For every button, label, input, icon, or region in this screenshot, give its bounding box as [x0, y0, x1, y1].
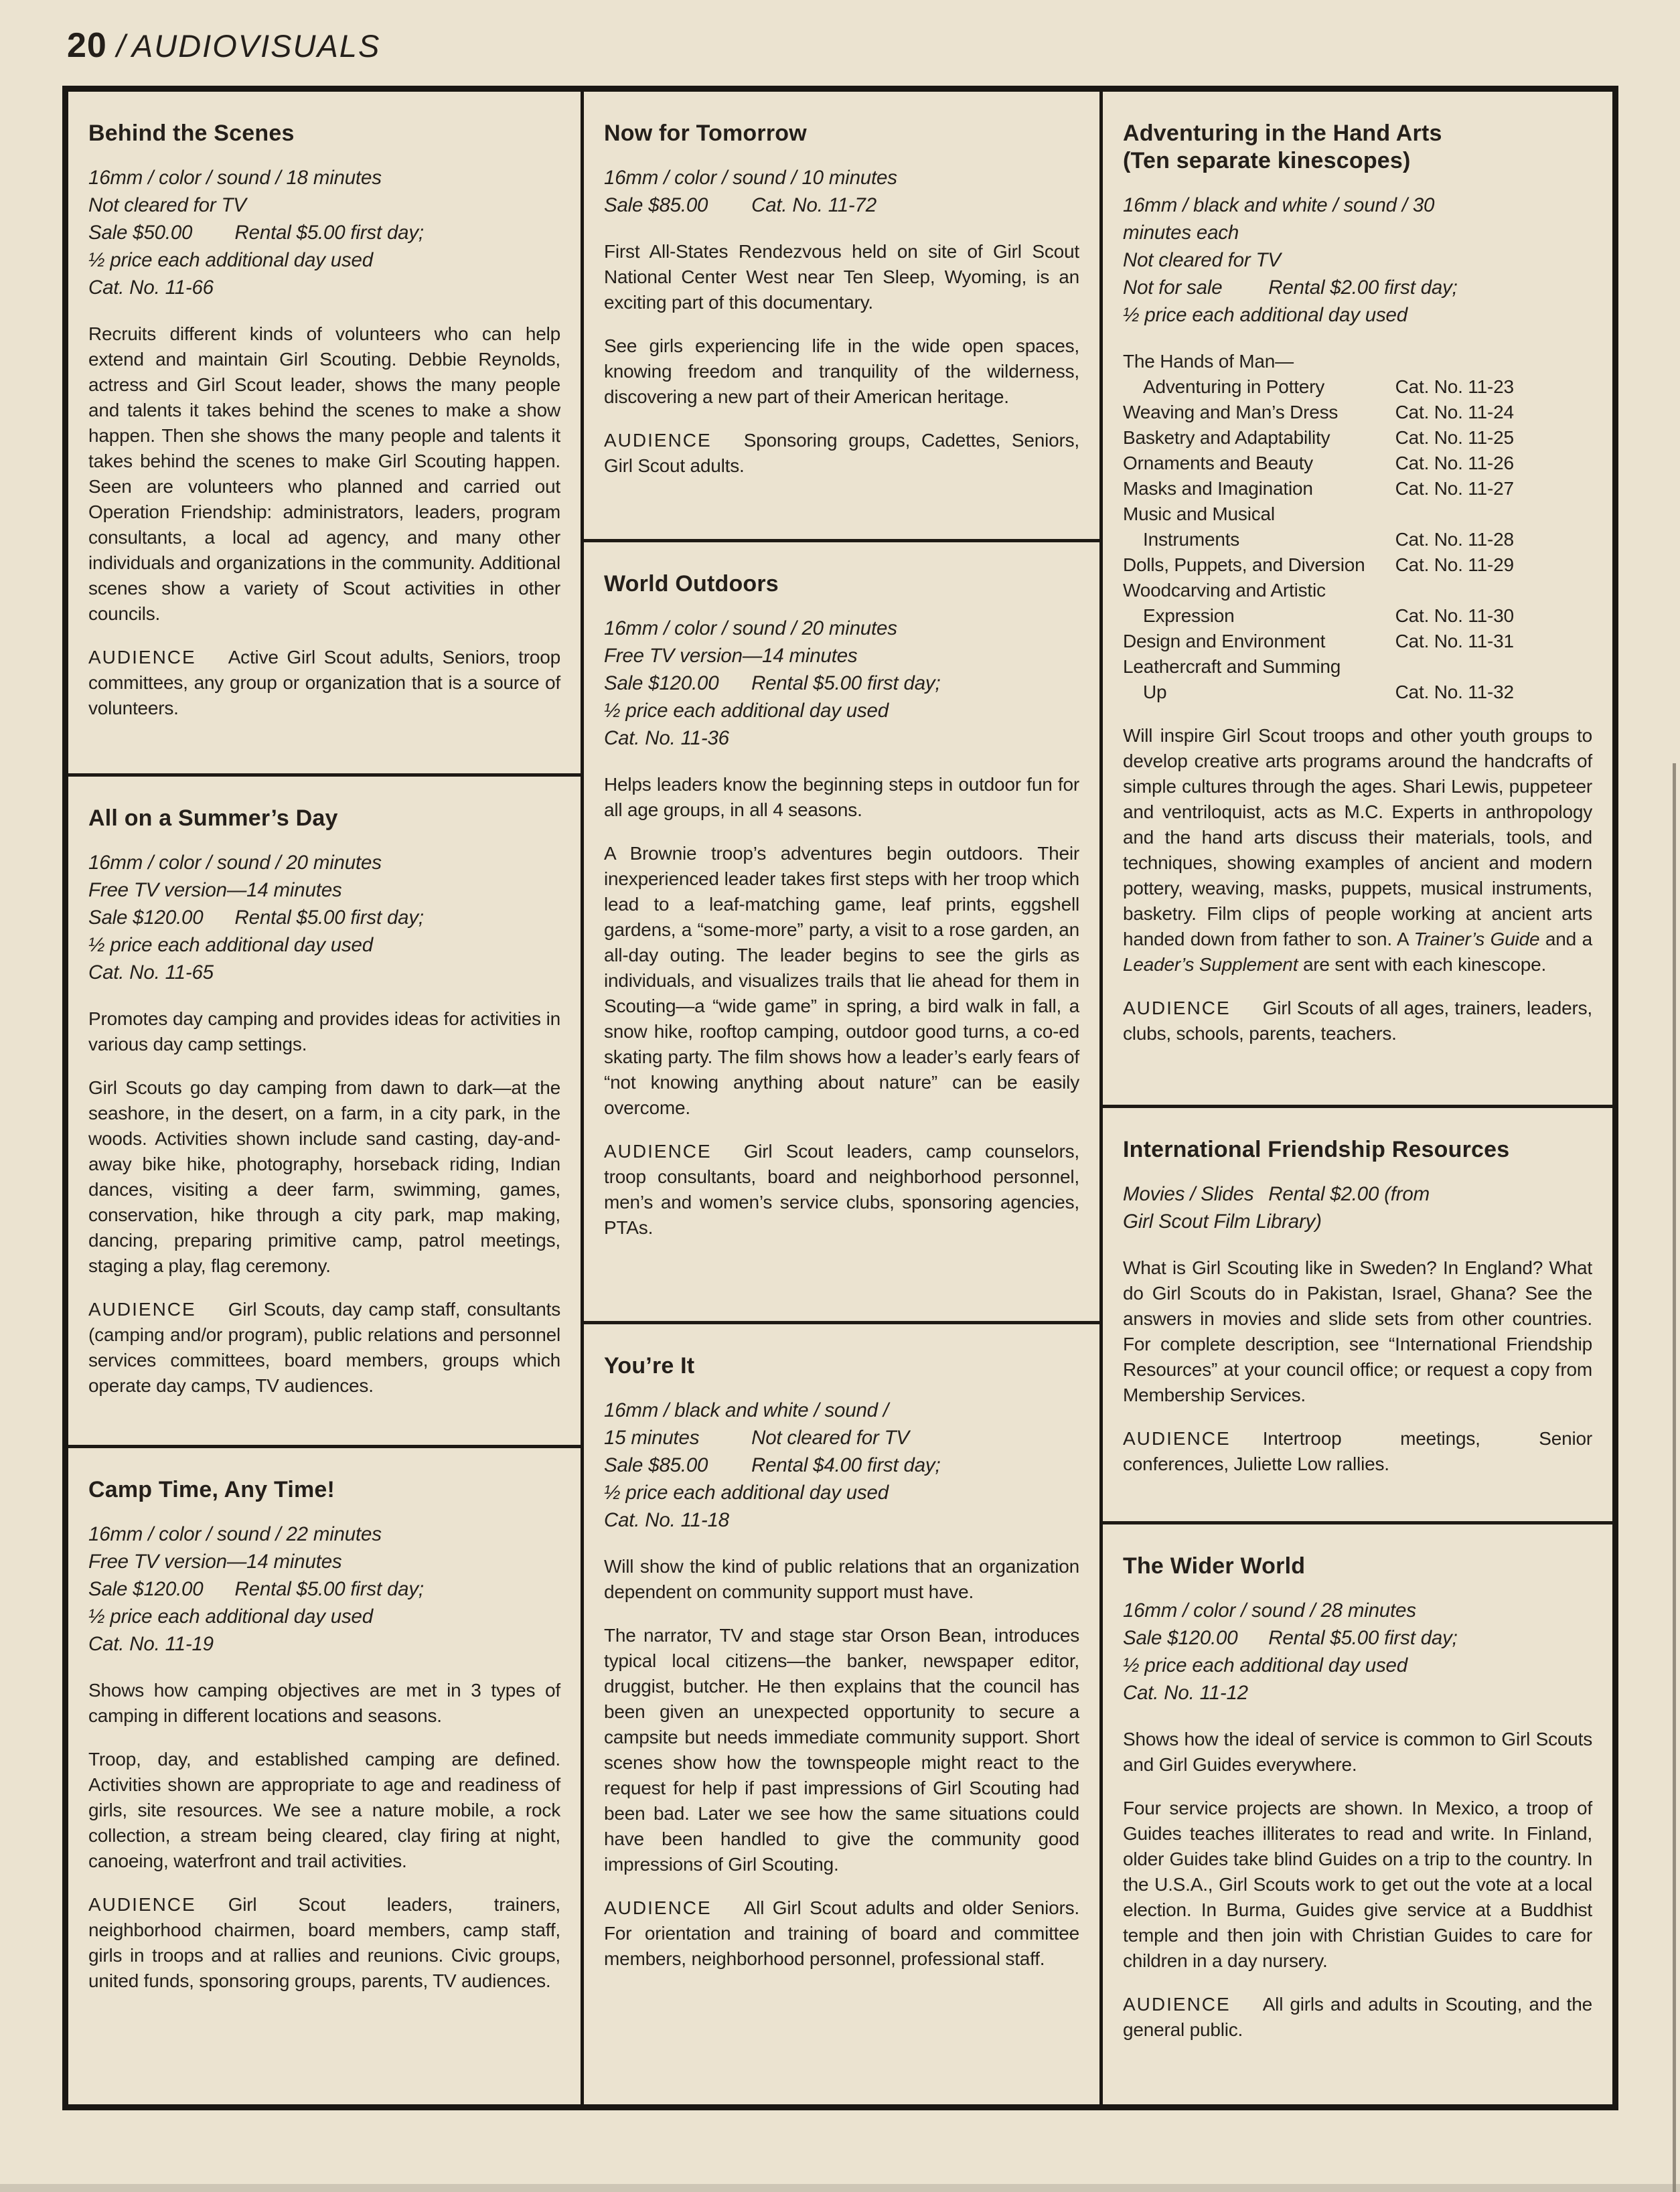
list-item — [1123, 349, 1592, 374]
audience-note — [88, 1892, 560, 1994]
list-item — [1123, 629, 1592, 654]
film-description: Shows how the ideal of service is common to Girl Scouts and Girl Guides everywhere. — [1123, 1729, 1592, 1775]
film-description: A Brownie troop’s adventures begin outdoors. Their inexperienced leader takes first steps with her troop which lead to a leaf-matching game, leaf prints, eggshell gardens, a “some-more” party, a visit to a rose garden, an all-day outing. The leader begins to see the girls as individuals, and visualizes trails that lie ahead for them in Scouting—a “wide game” in spring, a bird walk in fall, a snow hike, rooftop camping, outdoor good turns, a co-ed skating party. The film shows how a leader’s early fears of “not knowing anything about nature” can be easily overcome. — [604, 843, 1079, 1118]
spec-line — [88, 904, 560, 931]
spec-line: ½ price each additional day used — [88, 1606, 373, 1628]
film-specs — [604, 615, 1079, 752]
sale-price: Sale $85.00 — [604, 1454, 708, 1476]
film-title: Camp Time, Any Time! — [88, 1477, 335, 1502]
film-description: Four service projects are shown. In Mexico, a troop of Guides teaches illiterates to read and write. In Finland, older Guides take blind Guides on a trip to the country. In the U.S.A., Girl Scouts work to get out the vote at a local election. In Burma, Guides give service at a Buddhist temple and then join with Christian Guides to care for children in a day nursery. — [1123, 1798, 1592, 1971]
audience-text: Girl Scout leaders, camp counselors, troop consultants, board and neighborhood personnel, men’s and women’s service clubs, sponsoring agencies, PTAs. — [604, 1141, 1079, 1238]
spec-line — [604, 670, 1079, 697]
audience-note — [1123, 1992, 1592, 2043]
film-specs — [604, 1397, 1079, 1534]
audience-note — [88, 1297, 560, 1399]
run-time: 15 minutes — [604, 1427, 700, 1449]
catalog-number: Cat. No. 11-27 — [1395, 478, 1514, 499]
audience-label: AUDIENCE — [604, 430, 712, 451]
film-description — [1123, 723, 1592, 977]
audience-label: AUDIENCE — [604, 1897, 712, 1918]
catalog-number: Cat. No. 11-32 — [1395, 682, 1514, 702]
audience-label: AUDIENCE — [88, 647, 196, 668]
spec-line: ½ price each additional day used — [88, 934, 373, 956]
rental-price: Rental $2.00 first day; — [1268, 277, 1458, 299]
sale-price: Sale $120.00 — [88, 907, 204, 929]
film-title-line-2: (Ten separate kinescopes) — [1123, 148, 1411, 173]
film-title: Behind the Scenes — [88, 121, 295, 146]
sale-price: Sale $120.00 — [1123, 1627, 1238, 1649]
list-item — [1123, 654, 1592, 680]
film-title — [1123, 120, 1592, 175]
kinescope-title: Woodcarving and Artistic — [1123, 580, 1326, 601]
film-listing-behind-the-scenes — [68, 92, 581, 739]
list-item — [1123, 578, 1592, 603]
kinescope-title: Design and Environment — [1123, 631, 1326, 651]
column-2 — [581, 92, 1099, 2104]
catalog-number: Cat. No. 11-29 — [1395, 554, 1514, 575]
spec-line: ½ price each additional day used — [1123, 304, 1407, 326]
catalog-number: Cat. No. 11-66 — [88, 277, 214, 299]
film-listing-all-on-a-summers-day — [68, 773, 581, 1417]
film-title: International Friendship Resources — [1123, 1137, 1510, 1162]
catalog-number: Cat. No. 11-26 — [1395, 453, 1514, 473]
film-description: Shows how camping objectives are met in 3 types of camping in different locations and seasons. — [88, 1680, 560, 1726]
rental-price: Rental $5.00 first day; — [234, 1578, 424, 1600]
film-description: See girls experiencing life in the wide open spaces, knowing freedom and tranquility of the wilderness, discovering a new part of their American heritage. — [604, 335, 1079, 407]
spec-line: 16mm / color / sound / 20 minutes — [88, 852, 382, 874]
audience-label: AUDIENCE — [1123, 998, 1231, 1018]
catalog-number — [1395, 578, 1592, 603]
kinescope-title: Instruments — [1143, 529, 1240, 550]
catalog-number: Cat. No. 11-36 — [604, 727, 729, 749]
audience-text: Active Girl Scout adults, Seniors, troop committees, any group or organization that is a source of volunteers. — [88, 647, 560, 718]
audience-text: Girl Scouts of all ages, trainers, leaders, clubs, schools, parents, teachers. — [1123, 998, 1592, 1044]
spec-line — [1123, 1624, 1592, 1652]
page-header — [67, 25, 380, 66]
kinescope-title: Adventuring in Pottery — [1143, 376, 1325, 397]
kinescope-title: The Hands of Man— — [1123, 351, 1294, 372]
film-title: Now for Tomorrow — [604, 121, 807, 146]
audience-text: All Girl Scout adults and older Seniors. For orientation and training of board and committee members, neighborhood personnel, professional staff. — [604, 1897, 1079, 1969]
spec-line — [1123, 1180, 1592, 1208]
spec-line: Free TV version—14 minutes — [88, 879, 342, 901]
spec-line — [604, 1452, 1079, 1479]
film-listing-youre-it — [584, 1321, 1099, 1990]
audience-note — [1123, 996, 1592, 1046]
film-specs — [88, 849, 560, 986]
film-description: Girl Scouts go day camping from dawn to dark—at the seashore, in the desert, on a farm, in a city park, in the woods. Activities shown include sand casting, day-and-away bike hike, photography, horseback riding, Indian dances, visiting a deer farm, swimming, games, conservation, hike through a city park, map making, dancing, preparing primitive camp, patrol meetings, staging a play, flag ceremony. — [88, 1077, 560, 1276]
film-specs — [604, 164, 1079, 219]
film-title-line-1: Adventuring in the Hand Arts — [1123, 121, 1442, 146]
spec-line: 16mm / black and white / sound / — [604, 1399, 889, 1421]
catalog-number: Cat. No. 11-30 — [1395, 605, 1514, 626]
rental-price: Rental $5.00 first day; — [1268, 1627, 1458, 1649]
list-item — [1123, 603, 1592, 629]
film-title: You’re It — [604, 1353, 695, 1379]
list-item — [1123, 552, 1592, 578]
audience-note — [604, 1895, 1079, 1972]
scan-artifact-bottom-edge — [0, 2184, 1680, 2192]
catalog-number: Cat. No. 11-18 — [604, 1509, 729, 1531]
column-3 — [1099, 92, 1612, 2104]
kinescope-title: Dolls, Puppets, and Diversion — [1123, 554, 1365, 575]
column-1 — [68, 92, 581, 2104]
audience-text: Sponsoring groups, Cadettes, Seniors, Girl Scout adults. — [604, 430, 1079, 476]
catalog-number — [1395, 349, 1592, 374]
film-specs — [1123, 1180, 1592, 1235]
audience-text: Intertroop meetings, Senior conferences, Juliette Low rallies. — [1123, 1428, 1592, 1474]
list-item — [1123, 425, 1592, 451]
kinescope-title: Up — [1143, 682, 1167, 702]
kinescope-title: Weaving and Man’s Dress — [1123, 402, 1339, 422]
kinescope-title: Expression — [1143, 605, 1235, 626]
catalog-number: Cat. No. 11-25 — [1395, 427, 1514, 448]
audience-label: AUDIENCE — [1123, 1428, 1231, 1449]
kinescope-title: Basketry and Adaptability — [1123, 427, 1330, 448]
film-description: Recruits different kinds of volunteers who can help extend and maintain Girl Scouting. Debbie Reynolds, actress and Girl Scout leader, shows the many people and talents it takes behind the scenes to make a show happen. Then she shows the many people and talents it takes behind the scenes to make Girl Scouting happen. Seen are volunteers who planned and carried out Operation Friendship: administrators, leaders, program consultants, a local ad agency, and many other individuals and organizations in the community. Additional scenes show a variety of Scout activities in other councils. — [88, 323, 560, 624]
list-item — [1123, 476, 1592, 501]
film-listing-international-friendship-resources — [1103, 1105, 1612, 1495]
catalog-number: Cat. No. 11-31 — [1395, 631, 1514, 651]
list-item — [1123, 680, 1592, 705]
catalog-number — [1395, 501, 1592, 527]
film-listing-now-for-tomorrow — [584, 92, 1099, 497]
audience-text: Girl Scout leaders, trainers, neighborhood chairmen, board members, camp staff, girls in troops and at rallies and reunions. Civic groups, united funds, sponsoring groups, parents, TV audiences. — [88, 1894, 560, 1991]
catalog-number: Cat. No. 11-19 — [88, 1633, 214, 1655]
spec-line: Not cleared for TV — [1123, 249, 1281, 271]
film-description: Helps leaders know the beginning steps in outdoor fun for all age groups, in all 4 seasons. — [604, 774, 1079, 820]
tv-clearance: Not cleared for TV — [751, 1427, 909, 1449]
audience-label: AUDIENCE — [604, 1141, 712, 1162]
scan-artifact-right-edge — [1673, 763, 1676, 2192]
catalog-number: Cat. No. 11-12 — [1123, 1682, 1248, 1704]
spec-line — [88, 219, 560, 246]
page-number: 20 — [67, 26, 107, 65]
film-title: The Wider World — [1123, 1553, 1306, 1579]
film-listing-camp-time-any-time — [68, 1445, 581, 2012]
sale-price: Sale $85.00 — [604, 194, 708, 216]
list-item — [1123, 527, 1592, 552]
sale-price: Sale $120.00 — [88, 1578, 204, 1600]
film-description: What is Girl Scouting like in Sweden? In England? What do Girl Scouts do in Pakistan, Israel, Ghana? See the answers in movies and slide sets from other countries. For complete description, see “International Friendship Resources” at your council office; or request a copy from Membership Services. — [1123, 1257, 1592, 1405]
spec-line: Not cleared for TV — [88, 194, 246, 216]
audience-label: AUDIENCE — [1123, 1994, 1231, 2015]
audience-note — [604, 428, 1079, 479]
kinescope-list — [1123, 349, 1592, 705]
italic-publication-title: Leader’s Supplement — [1123, 954, 1298, 975]
list-item — [1123, 451, 1592, 476]
spec-line: 16mm / black and white / sound / 30 — [1123, 194, 1435, 216]
kinescope-title: Leathercraft and Summing — [1123, 656, 1341, 677]
header-separator: / — [116, 28, 125, 64]
catalog-number: Cat. No. 11-28 — [1395, 529, 1514, 550]
film-specs — [1123, 1597, 1592, 1707]
audience-note — [1123, 1426, 1592, 1477]
description-text: are sent with each kinescope. — [1298, 954, 1547, 975]
description-text: and a — [1539, 929, 1592, 949]
list-item — [1123, 501, 1592, 527]
film-description: Troop, day, and established camping are defined. Activities shown are appropriate to age and readiness of girls, site resources. We see a nature mobile, a rock collection, a stream being cleared, clay firing at night, canoeing, waterfront and trail activities. — [88, 1749, 560, 1871]
spec-line: ½ price each additional day used — [604, 1482, 889, 1504]
sale-status: Not for sale — [1123, 277, 1223, 299]
film-description: Will show the kind of public relations that an organization dependent on community support must have. — [604, 1556, 1079, 1602]
kinescope-title: Masks and Imagination — [1123, 478, 1313, 499]
spec-line: 16mm / color / sound / 18 minutes — [88, 167, 382, 189]
catalog-number: Cat. No. 11-72 — [751, 194, 876, 216]
spec-line: Free TV version—14 minutes — [88, 1551, 342, 1573]
film-listing-adventuring-in-the-hand-arts — [1103, 92, 1612, 1065]
page-title: AUDIOVISUALS — [131, 28, 381, 64]
catalog-number — [1395, 654, 1592, 680]
rental-price: Rental $5.00 first day; — [234, 222, 424, 244]
rental-price: Rental $5.00 first day; — [751, 672, 941, 694]
rental-price: Rental $5.00 first day; — [234, 907, 424, 929]
catalog-box — [62, 86, 1618, 2110]
film-listing-world-outdoors — [584, 539, 1099, 1259]
spec-line: Free TV version—14 minutes — [604, 645, 858, 667]
rental-price: Rental $2.00 (from — [1268, 1183, 1430, 1205]
spec-line: Girl Scout Film Library) — [1123, 1210, 1322, 1233]
film-title: World Outdoors — [604, 571, 779, 597]
sale-price: Sale $50.00 — [88, 222, 193, 244]
catalog-number: Cat. No. 11-23 — [1395, 376, 1514, 397]
sale-price: Sale $120.00 — [604, 672, 719, 694]
spec-line — [88, 1575, 560, 1603]
description-text: Will inspire Girl Scout troops and other youth groups to develop creative arts programs around the handcrafts of simple cultures through the ages. Shari Lewis, puppeteer and ventriloquist, acts as M.C. Experts in anthropology and the hand arts discuss their materials, tools, and techniques, showing examples of ancient and modern pottery, weaving, masks, puppets, musical instruments, basketry. Film clips of people working at ancient arts handed down from father to son. A — [1123, 725, 1592, 949]
spec-line: ½ price each additional day used — [604, 700, 889, 722]
rental-price: Rental $4.00 first day; — [751, 1454, 941, 1476]
film-title: All on a Summer’s Day — [88, 805, 338, 831]
spec-line: minutes each — [1123, 222, 1239, 244]
spec-line — [1123, 274, 1592, 301]
film-description: First All-States Rendezvous held on site of Girl Scout National Center West near Ten Sleep, Wyoming, is an exciting part of this documentary. — [604, 241, 1079, 313]
audience-label: AUDIENCE — [88, 1894, 196, 1915]
kinescope-title: Ornaments and Beauty — [1123, 453, 1313, 473]
list-item — [1123, 400, 1592, 425]
catalog-number: Cat. No. 11-24 — [1395, 402, 1514, 422]
spec-line: 16mm / color / sound / 28 minutes — [1123, 1599, 1416, 1622]
spec-line: ½ price each additional day used — [88, 249, 373, 271]
catalog-number: Cat. No. 11-65 — [88, 961, 214, 984]
audience-label: AUDIENCE — [88, 1299, 196, 1320]
film-description: The narrator, TV and stage star Orson Bean, introduces typical local citizens—the banker, newspaper editor, druggist, butcher. He then explains that the council has been given an unexpected opportunity to secure a campsite but needs immediate community support. Short scenes show how the townspeople might react to the request for help if past impressions of Girl Scouting had been bad. Later we see how the same situations could have been handled to give the community good impressions of Girl Scouting. — [604, 1625, 1079, 1875]
list-item — [1123, 374, 1592, 400]
audience-text: All girls and adults in Scouting, and the general public. — [1123, 1994, 1592, 2040]
film-listing-the-wider-world — [1103, 1521, 1612, 2061]
kinescope-title: Music and Musical — [1123, 503, 1275, 524]
spec-line: 16mm / color / sound / 10 minutes — [604, 167, 897, 189]
film-description: Promotes day camping and provides ideas for activities in various day camp settings. — [88, 1008, 560, 1054]
film-specs — [1123, 191, 1592, 329]
film-specs — [88, 1520, 560, 1658]
format: Movies / Slides — [1123, 1183, 1254, 1205]
audience-note — [604, 1139, 1079, 1241]
spec-line — [604, 191, 1079, 219]
film-specs — [88, 164, 560, 301]
spec-line — [604, 1424, 1079, 1452]
spec-line: 16mm / color / sound / 20 minutes — [604, 617, 897, 639]
spec-line: 16mm / color / sound / 22 minutes — [88, 1523, 382, 1545]
audience-text: Girl Scouts, day camp staff, consultants (camping and/or program), public relations and personnel services committees, board members, groups which operate day camps, TV audiences. — [88, 1299, 560, 1396]
italic-publication-title: Trainer’s Guide — [1414, 929, 1540, 949]
audience-note — [88, 645, 560, 721]
spec-line: ½ price each additional day used — [1123, 1654, 1407, 1676]
